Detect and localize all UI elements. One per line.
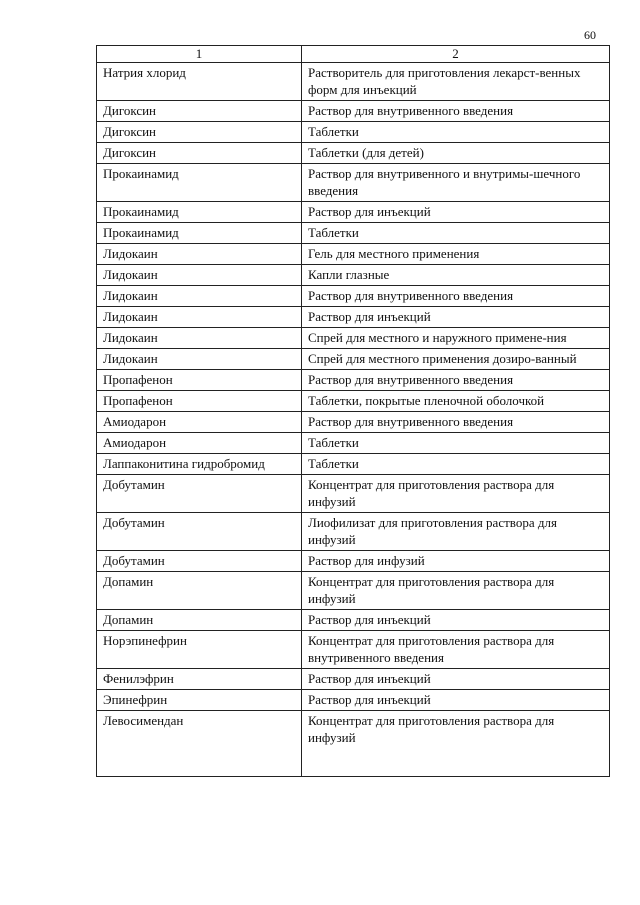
drug-name-cell: Лидокаин [97, 328, 302, 349]
table-row [97, 143, 610, 164]
table-row [97, 711, 610, 777]
dosage-form-cell: Раствор для инфузий [302, 551, 610, 572]
dosage-form-cell: Раствор для внутривенного введения [302, 370, 610, 391]
table-row [97, 551, 610, 572]
drug-name-cell: Прокаинамид [97, 164, 302, 202]
table-row [97, 286, 610, 307]
drug-name-cell: Прокаинамид [97, 223, 302, 244]
dosage-form-cell: Концентрат для приготовления раствора для инфузий [302, 572, 610, 610]
table-row [97, 412, 610, 433]
drug-name-cell: Дигоксин [97, 143, 302, 164]
drug-name-cell: Дигоксин [97, 101, 302, 122]
drug-name-cell: Лидокаин [97, 265, 302, 286]
dosage-form-cell: Раствор для внутривенного введения [302, 412, 610, 433]
table-row [97, 244, 610, 265]
dosage-form-cell: Таблетки, покрытые пленочной оболочкой [302, 391, 610, 412]
table-row [97, 690, 610, 711]
table-row [97, 328, 610, 349]
drug-name-cell: Пропафенон [97, 391, 302, 412]
table-row [97, 475, 610, 513]
drug-name-cell: Лаппаконитина гидробромид [97, 454, 302, 475]
dosage-form-cell: Таблетки [302, 122, 610, 143]
drug-name-cell: Натрия хлорид [97, 63, 302, 101]
dosage-form-cell: Раствор для инъекций [302, 690, 610, 711]
table-row [97, 391, 610, 412]
dosage-form-cell: Таблетки (для детей) [302, 143, 610, 164]
table-row [97, 349, 610, 370]
dosage-form-cell: Раствор для внутривенного введения [302, 101, 610, 122]
dosage-form-cell: Раствор для инъекций [302, 669, 610, 690]
drug-name-cell: Норэпинефрин [97, 631, 302, 669]
drug-name-cell: Эпинефрин [97, 690, 302, 711]
drug-name-cell: Амиодарон [97, 433, 302, 454]
table-row [97, 610, 610, 631]
table-row [97, 101, 610, 122]
drug-name-cell: Допамин [97, 572, 302, 610]
dosage-form-cell: Раствор для внутривенного введения [302, 286, 610, 307]
dosage-form-cell: Раствор для инъекций [302, 202, 610, 223]
dosage-form-cell: Таблетки [302, 223, 610, 244]
dosage-form-cell: Концентрат для приготовления раствора для инфузий [302, 475, 610, 513]
table-row [97, 164, 610, 202]
drug-name-cell: Добутамин [97, 551, 302, 572]
column-header-2: 2 [302, 46, 610, 63]
drug-name-cell: Дигоксин [97, 122, 302, 143]
dosage-form-cell: Спрей для местного и наружного примене-ния [302, 328, 610, 349]
table-row [97, 63, 610, 101]
table-row [97, 265, 610, 286]
drug-name-cell: Лидокаин [97, 286, 302, 307]
dosage-form-cell: Лиофилизат для приготовления раствора для инфузий [302, 513, 610, 551]
dosage-form-cell: Концентрат для приготовления раствора для внутривенного введения [302, 631, 610, 669]
table-row [97, 202, 610, 223]
drug-name-cell: Пропафенон [97, 370, 302, 391]
drug-name-cell: Амиодарон [97, 412, 302, 433]
table-row [97, 454, 610, 475]
table-row [97, 433, 610, 454]
table-row [97, 223, 610, 244]
dosage-form-cell: Капли глазные [302, 265, 610, 286]
dosage-form-cell: Растворитель для приготовления лекарст-венных форм для инъекций [302, 63, 610, 101]
table-row [97, 572, 610, 610]
dosage-form-cell: Раствор для инъекций [302, 610, 610, 631]
dosage-form-cell: Таблетки [302, 433, 610, 454]
drug-name-cell: Допамин [97, 610, 302, 631]
drug-forms-table [96, 45, 610, 777]
table-row [97, 513, 610, 551]
column-header-1: 1 [97, 46, 302, 63]
dosage-form-cell: Концентрат для приготовления раствора для инфузий [302, 711, 610, 777]
dosage-form-cell: Раствор для инъекций [302, 307, 610, 328]
page-number: 60 [584, 28, 596, 42]
table-row [97, 669, 610, 690]
table-row [97, 122, 610, 143]
table-row [97, 370, 610, 391]
table-row [97, 631, 610, 669]
dosage-form-cell: Гель для местного применения [302, 244, 610, 265]
drug-name-cell: Прокаинамид [97, 202, 302, 223]
drug-name-cell: Добутамин [97, 475, 302, 513]
table-row [97, 307, 610, 328]
drug-name-cell: Лидокаин [97, 244, 302, 265]
drug-name-cell: Фенилэфрин [97, 669, 302, 690]
dosage-form-cell: Раствор для внутривенного и внутримы-шечного введения [302, 164, 610, 202]
dosage-form-cell: Спрей для местного применения дозиро-ванный [302, 349, 610, 370]
drug-name-cell: Добутамин [97, 513, 302, 551]
dosage-form-cell: Таблетки [302, 454, 610, 475]
drug-name-cell: Лидокаин [97, 307, 302, 328]
table-header-row [97, 46, 610, 63]
drug-name-cell: Левосимендан [97, 711, 302, 777]
drug-name-cell: Лидокаин [97, 349, 302, 370]
